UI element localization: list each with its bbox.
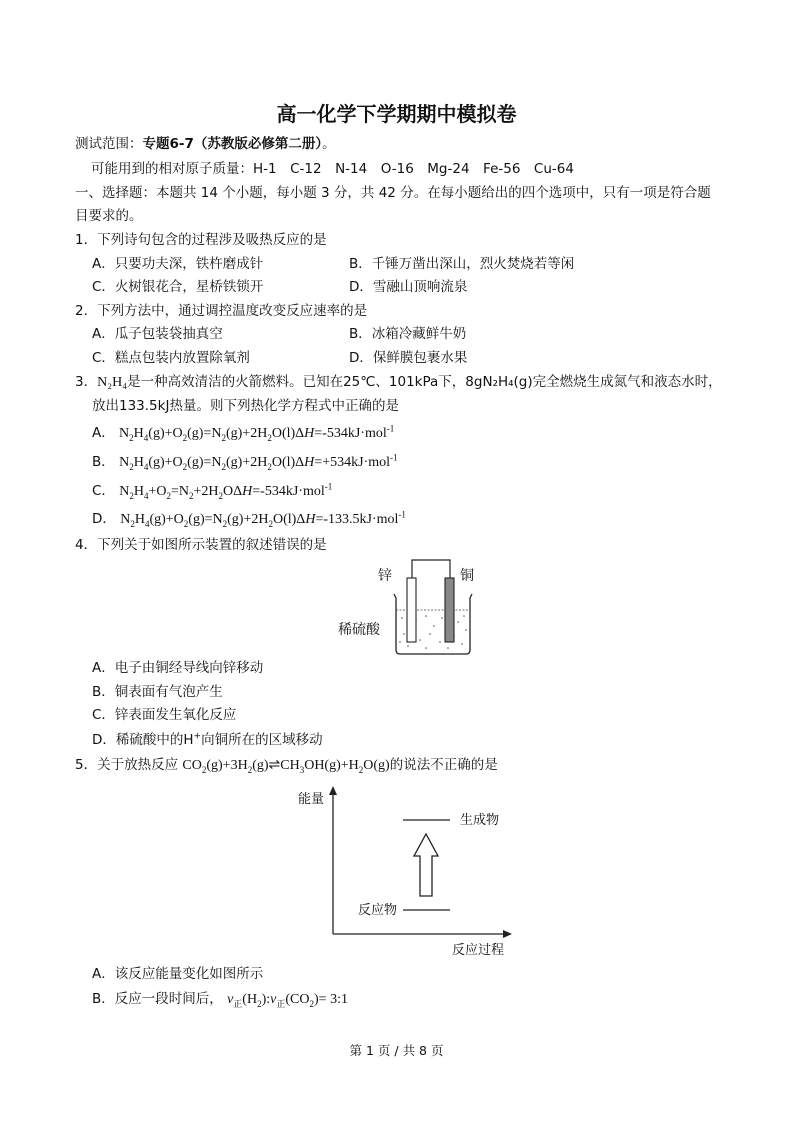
q5-option-b-value: = 3:1 (318, 992, 348, 1007)
q5-option-b (92, 990, 348, 1009)
q4-option-d (92, 731, 323, 749)
q2-option-c: C．糕点包装内放置除氧剂 (92, 350, 250, 366)
energy-increase-arrow (414, 834, 438, 896)
q3-option-b-equation: $N_2H_4(g)+O_2(g)=N_2(g)+2H_2O(l)\Delta H=+534kJ\cdot mol^{-1}$ (119, 452, 398, 472)
q3-option-c (92, 482, 332, 501)
q3-option-c-dh: =-534kJ·mol (252, 484, 325, 499)
q4-option-b: B．铜表面有气泡产生 (92, 684, 223, 700)
q5-equation: $CO_2(g)+3H_2(g)\rightleftharpoons CH_3OH(g)+H_2O(g)$ (182, 758, 390, 775)
y-axis-arrow (329, 786, 337, 795)
q4-option-c: C．锌表面发生氧化反应 (92, 707, 237, 723)
test-scope (75, 135, 336, 153)
q5-stem (75, 756, 498, 775)
page-footer: 第 1 页 / 共 8 页 (349, 1043, 444, 1058)
product-label: 生成物 (460, 813, 500, 828)
q3-option-c-label: C． (92, 483, 115, 499)
q1-option-b: B．千锤万凿出深山，烈火焚烧若等闲 (349, 256, 575, 272)
q3-option-d-dh: =-133.5kJ·mol (315, 512, 399, 527)
q3-option-a-dh: =-534kJ·mol (314, 426, 387, 441)
q3-stem-line2: 放出133.5kJ热量。则下列热化学方程式中正确的是 (92, 398, 399, 414)
test-scope-end: 。 (322, 136, 336, 152)
energy-axis-label: 能量 (298, 792, 325, 807)
q4-option-d-post: 向铜所在的区域移动 (201, 732, 323, 748)
q3-option-d-equation: $N_2H_4(g)+O_2(g)=N_2(g)+2H_2O(l)\Delta H=-133.5kJ\cdot mol^{-1}$ (120, 509, 406, 529)
q4-stem: 4．下列关于如图所示装置的叙述错误的是 (75, 537, 327, 553)
section1-line1: 一、选择题：本题共 14 个小题，每小题 3 分，共 42 分。在每小题给出的四个选项中，只有一项是符合题 (75, 185, 711, 201)
test-scope-value: 专题6-7（苏教版必修第二册） (142, 136, 323, 152)
q3-n2h4: N₂H₄ (97, 375, 128, 390)
wire (412, 560, 450, 578)
q3-option-d-label: D． (92, 511, 116, 527)
q5-option-a: A．该反应能量变化如图所示 (92, 966, 264, 982)
q5-stem-pre: 5．关于放热反应 (75, 757, 179, 773)
section1-line2: 目要求的。 (75, 208, 143, 224)
q2-option-d: D．保鲜膜包裹水果 (349, 350, 468, 366)
galvanic-cell-figure (330, 550, 520, 660)
q2-option-b: B．冰箱冷藏鲜牛奶 (349, 326, 467, 342)
q3-option-b (92, 453, 397, 472)
atomic-masses: 可能用到的相对原子质量：H-1 C-12 N-14 O-16 Mg-24 Fe-56 Cu-64 (91, 161, 574, 177)
q3-stem-line1 (75, 373, 722, 392)
q1-stem: 1．下列诗句包含的过程涉及吸热反应的是 (75, 232, 327, 248)
q4-option-d-sup: + (193, 731, 202, 742)
q5-option-b-pre: B．反应一段时间后， (92, 991, 223, 1007)
q1-option-a: A．只要功夫深，铁杵磨成针 (92, 256, 264, 272)
zinc-electrode (407, 578, 416, 642)
page-title: 高一化学下学期期中模拟卷 (276, 102, 517, 126)
q3-option-c-equation: $N_2H_4+O_2=N_2+2H_2O\Delta H=-534kJ\cdot mol^{-1}$ (119, 481, 333, 501)
q3-number: 3． (75, 374, 98, 390)
reactant-label: 反应物 (358, 903, 398, 918)
x-axis-arrow (503, 930, 512, 938)
beaker (394, 594, 472, 654)
q2-option-a: A．瓜子包装袋抽真空 (92, 326, 223, 342)
test-scope-label: 测试范围： (75, 136, 143, 152)
q1-option-d: D．雪融山顶响流泉 (349, 279, 468, 295)
q3-option-a (92, 424, 394, 443)
q2-stem: 2．下列方法中，通过调控温度改变反应速率的是 (75, 303, 368, 319)
q3-option-b-dh: =+534kJ·mol (314, 455, 390, 470)
q3-stem-text: 是一种高效清洁的火箭燃料。已知在25℃、101kPa下，8gN₂H₄(g)完全燃烧生成氮气和液态水时， (127, 374, 722, 390)
zinc-label: 锌 (378, 568, 392, 584)
x-axis-label: 反应过程 (452, 943, 505, 958)
copper-electrode (445, 578, 454, 642)
energy-diagram (290, 786, 530, 961)
q1-option-c: C．火树银花合，星桥铁锁开 (92, 279, 264, 295)
q3-option-d (92, 510, 406, 529)
q5-option-b-ratio: $v_正(H_2):v_正(CO_2)$ (227, 992, 319, 1009)
q5-stem-post: 的说法不正确的是 (389, 757, 498, 773)
q3-option-b-label: B． (92, 454, 115, 470)
acid-label: 稀硫酸 (338, 622, 380, 638)
q3-option-a-label: A． (92, 425, 115, 441)
q3-option-a-equation: $N_2H_4(g)+O_2(g)=N_2(g)+2H_2O(l)\Delta H=-534kJ\cdot mol^{-1}$ (119, 423, 395, 443)
q4-option-a: A．电子由铜经导线向锌移动 (92, 660, 264, 676)
q4-option-d-pre: D．稀硫酸中的H (92, 732, 194, 748)
copper-label: 铜 (460, 568, 474, 584)
